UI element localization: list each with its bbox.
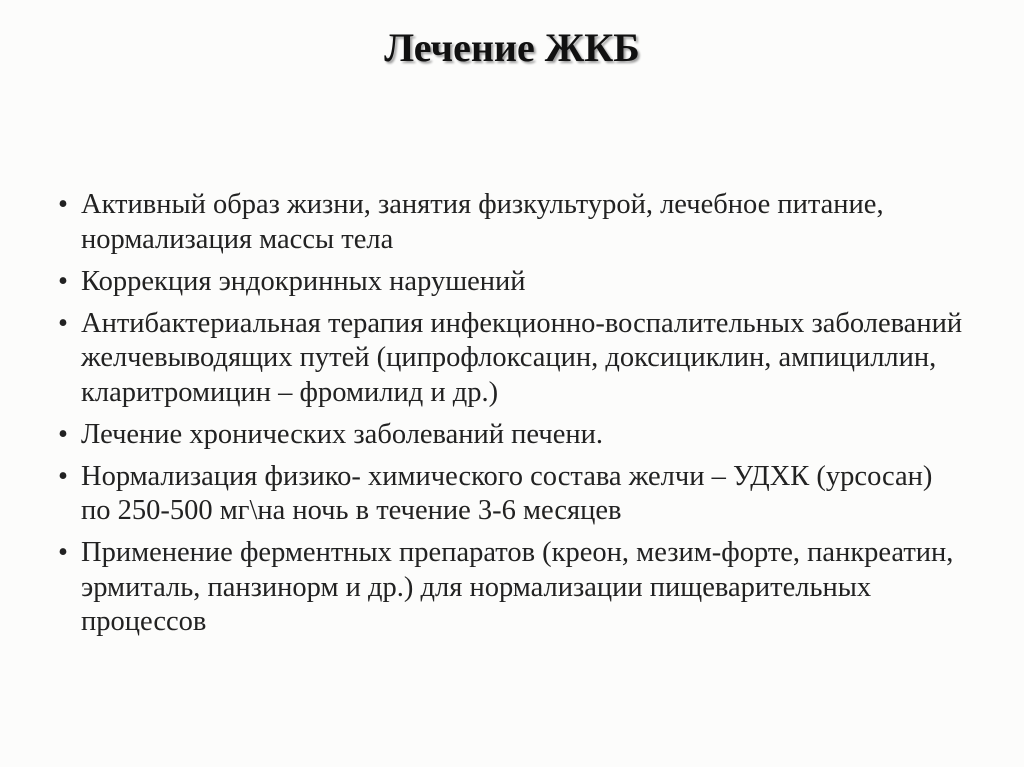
list-item-text: Активный образ жизни, занятия физкультурой, лечебное питание, нормализация массы тела	[81, 189, 884, 255]
list-item-text: Нормализация физико- химического состава желчи – УДХК (урсосан) по 250-500 мг\на ночь в течение 3-6 месяцев	[81, 460, 933, 526]
bullet-icon: •	[58, 460, 68, 492]
list-item	[58, 307, 968, 411]
list-item-text: Коррекция эндокринных нарушений	[81, 265, 526, 297]
list-item	[58, 536, 968, 640]
bullet-icon: •	[58, 189, 68, 220]
slide-title: Лечение ЖКБ	[384, 25, 640, 70]
bullet-icon: •	[58, 265, 68, 297]
bullet-icon: •	[58, 418, 68, 450]
list-item-text: Антибактериальная терапия инфекционно-воспалительных заболеваний желчевыводящих путей (ципрофлоксацин, доксициклин, ампициллин, кларитромицин – фромилид и др.)	[81, 307, 963, 408]
list-item	[58, 418, 968, 453]
bullet-list	[58, 188, 968, 647]
list-item	[58, 265, 968, 300]
bullet-icon: •	[58, 307, 68, 339]
list-item-text: Лечение хронических заболеваний печени.	[81, 418, 603, 450]
list-item-text: Применение ферментных препаратов (креон, мезим-форте, панкреатин, эрмиталь, панзинорм и др.) для нормализации пищеварительных процессов	[81, 537, 954, 637]
bullet-icon: •	[58, 537, 68, 568]
list-item	[58, 460, 968, 529]
list-item	[58, 188, 968, 257]
